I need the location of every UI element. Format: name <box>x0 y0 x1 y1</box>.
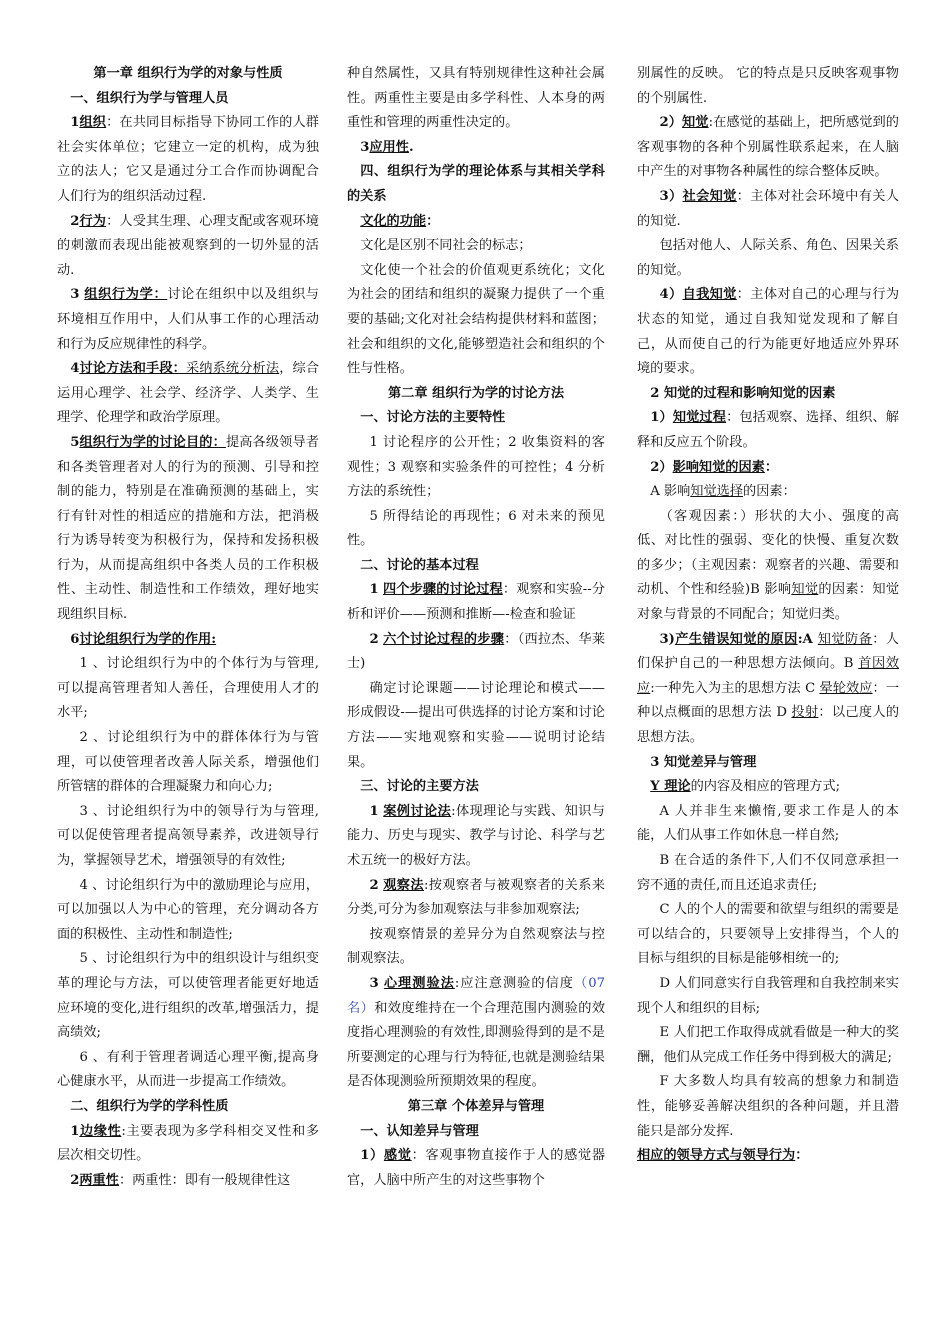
paragraph-ob <box>57 283 319 357</box>
term-marginal: 边缘性 <box>79 1123 122 1139</box>
paragraph-applicability <box>347 136 605 161</box>
list-item: 1 、讨论组织行为中的个体行为与管理,可以提高管理者知人善任，合理使用人才的水平; <box>57 656 319 721</box>
list-item: B 在合适的条件下,人们不仅同意承担一窍不通的责任,而且还追求责任; <box>637 853 899 893</box>
item-number: 1 <box>369 803 379 819</box>
text-span: 的内容及相应的管理方式; <box>690 779 841 795</box>
item-number: 6 <box>70 631 80 647</box>
definition-text: :在感觉的基础上，把所感觉到的客观事物的各种个别属性联系起来，在人脑中产生的对事物各种属性的综合整体反映。 <box>637 115 899 180</box>
paragraph-purpose <box>57 431 319 628</box>
definition-text: ：两重性：即有一般规律性这 <box>118 1172 291 1188</box>
term-methods: 讨论方法和手段： <box>79 361 186 377</box>
paragraph-duality <box>57 1169 319 1194</box>
column-1 <box>57 62 319 1332</box>
term-perceptual-defense: 知觉防备 <box>817 631 873 647</box>
text-span: ：一种以点概面的思想方法 D <box>637 680 899 721</box>
item-number: 1 <box>70 115 80 131</box>
list-item: 5 、讨论组织行为中的组织设计与组织变革的理论与方法，可以使管理者能更好地适应环境的变化,进行组织的改革,增强活力，提高绩效; <box>57 951 319 1041</box>
section-1-title: 一、组织行为学与管理人员 <box>70 90 229 106</box>
list-item: F 大多数人均具有较高的想象力和制造性，能够妥善解决组织的各种问题，并且潜能只是部分发挥. <box>637 1074 899 1139</box>
item-number: 2 <box>369 631 379 647</box>
section-4-title: 四、组织行为学的理论体系与其相关学科的关系 <box>347 164 605 204</box>
six-steps-detail: 确定讨论课题——讨论理论和模式——形成假设-—提出可供选择的讨论方案和讨论方法——实地观察和实验——说明讨论结果。 <box>347 680 605 770</box>
definition-text: ：主体对自己的心理与行为状态的知觉，通过自我知觉发现和了解自己，从而使自己的行为能更好地适应外界环境的要求。 <box>637 287 899 377</box>
term-systems-analysis: 采纳系统分析法 <box>186 361 280 377</box>
item-number: 3） <box>659 188 683 204</box>
term-duality: 两重性 <box>79 1172 119 1188</box>
paragraph-six-steps <box>347 628 605 677</box>
section-2-title: 二、组织行为学的学科性质 <box>70 1098 229 1114</box>
paragraph-errors <box>637 628 899 751</box>
term-six-steps: 六个讨论过程的步骤 <box>383 631 505 647</box>
list-item: 2 、讨论组织行为中的群体体行为与管理，可以使管理者改善人际关系，增强他们所管辖的群体的合理凝聚力和向心力; <box>57 730 319 795</box>
term-leadership: 相应的领导方式与领导行为 <box>637 1148 796 1164</box>
term-ob: 组织行为学： <box>84 287 168 303</box>
definition-text: ：包括观察、选择、组织、解释和反应五个阶段。 <box>637 410 899 450</box>
definition-text: :应注意测验的信度 <box>454 975 575 991</box>
item-number: 2 <box>70 1172 80 1188</box>
definition-text: :主要表现为多学科相交叉性和多层次相交切性。 <box>57 1123 319 1164</box>
list-item: D 人们同意实行自我管理和自我控制来实现个人和组织的目标; <box>637 975 899 1016</box>
definition-text: 讨论在组织中以及组织与环境相互作用中，人们从事工作的心理活动和行为反应规律性的科学。 <box>57 287 319 352</box>
item-number: 2） <box>659 115 682 131</box>
section-3-perception-title: 3 知觉差异与管理 <box>650 754 757 770</box>
term-sensation: 感觉 <box>383 1148 412 1164</box>
observation-more: 按观察情景的差异分为自然观察法与控制观察法。 <box>347 926 605 967</box>
list-item: C 人的个人的需要和欲望与组织的需要是可以结合的，只要领导上安排得当，个人的目标与组织的目标是能够相统一的; <box>637 902 899 967</box>
definition-text: :体现理论与实践、知识与能力、历史与现实、教学与讨论、科学与艺术五统一的极好方法。 <box>347 803 605 868</box>
list-item: 6 、有利于管理者调适心理平衡,提高身心健康水平，从而进一步提高工作绩效。 <box>57 1049 319 1090</box>
term-social-perception: 社会知觉 <box>682 188 737 204</box>
term-case-method: 案例讨论法 <box>383 803 452 819</box>
column-2 <box>347 62 605 1332</box>
text-span: ：以己度人的思想方法。 <box>637 705 899 746</box>
item-number: 1） <box>360 1148 384 1164</box>
text-span: :A <box>797 631 818 647</box>
ch2-section-3-title: 三、讨论的主要方法 <box>360 779 479 795</box>
term-purpose: 组织行为学的讨论目的： <box>79 434 226 450</box>
item-number: 3) <box>659 631 675 647</box>
item-number: 1 <box>369 582 379 598</box>
definition-text: 提高各级领导者和各类管理者对人的行为的预测、引导和控制的能力，特别是在准确预测的基础上，实行有针对性的相适应的措施和方法，把消极行为诱导转变为积极行为，保持和发扬积极行为，从而提高组织中各类人员的工作积极性、主动性、制造性和工作绩效，理好地实现组织目标. <box>57 434 319 623</box>
factors-detail <box>637 505 899 628</box>
chapter-1-title: 第一章 组织行为学的对象与性质 <box>93 66 283 81</box>
punctuation: ： <box>764 459 779 475</box>
item-number: 4） <box>659 287 683 303</box>
item-number: 5 <box>70 434 80 450</box>
paragraph-observation <box>347 874 605 923</box>
text-span: ：人们保护自己的一种思想方法倾向。B <box>637 631 899 672</box>
section-2-perception-title: 2 知觉的过程和影响知觉的因素 <box>650 385 836 401</box>
paragraph-four-steps <box>347 578 605 627</box>
term-primacy-effect: 首因效应 <box>637 656 899 696</box>
text-span: A 影响 <box>650 484 691 500</box>
culture-line-2: 文化使一个社会的价值观更系统化；文化为社会的团结和组织的凝聚力提供了一个重要的基础;文化对社会结构提供材料和蓝图；社会和组织的文化,能够塑造社会和组织的个性与性格。 <box>347 262 605 377</box>
term-four-steps: 四个步骤的讨论过程 <box>382 582 503 598</box>
ch2-section-1-title: 一、讨论方法的主要特性 <box>360 410 506 426</box>
chapter-2-title: 第二章 组织行为学的讨论方法 <box>387 385 565 401</box>
definition-text: ：人受其生理、心理支配或客观环境的刺激而表现出能被观察到的一切外显的活动. <box>57 213 319 278</box>
item-number: 3 <box>360 139 370 155</box>
definition-text: ：客观事物直接作于人的感觉器官，人脑中所产生的对这些事物个 <box>347 1148 605 1188</box>
ch2-section-2-title: 二、讨论的基本过程 <box>360 557 479 573</box>
list-item: E 人们把工作取得成就看做是一种大的奖酬，他们从完成工作任务中得到极大的满足; <box>637 1025 899 1065</box>
paragraph-self-perception <box>637 283 899 381</box>
paragraph-psych-test <box>347 972 605 1095</box>
text-span: 的因素： <box>743 484 796 500</box>
term-organization: 组织 <box>79 115 107 131</box>
list-item: 3 、讨论组织行为中的领导行为与管理,可以促使管理者提高领导素养，改进领导行为，掌握领导艺术，增强领导的有效性; <box>57 803 319 868</box>
paragraph-methods <box>57 357 319 431</box>
social-perception-more: 包括对他人、人际关系、角色、因果关系的知觉。 <box>637 238 899 278</box>
term-behavior: 行为 <box>79 213 107 229</box>
text-span: （客观因素：）形状的大小、强度的高低、对比性的强弱、变化的快慢、重复次数的多少；（主观因素：观察者的兴趣、需要和动机、个性和经验)B 影响 <box>637 508 899 598</box>
term-observation: 观察法 <box>383 877 424 893</box>
term-perception: 知觉 <box>682 115 709 131</box>
term-culture-function: 文化的功能 <box>360 213 427 229</box>
term-perception-b: 知觉 <box>791 582 819 598</box>
culture-line-1: 文化是区别不同社会的标志； <box>360 238 532 254</box>
text-span: :一种先入为主的思想方法 C <box>650 680 820 696</box>
definition-text: ，综合运用心理学、社会学、经济学、人类学、生理学、伦理学和政治学原理。 <box>57 361 319 426</box>
ch3-section-1-title: 一、认知差异与管理 <box>360 1123 479 1139</box>
text-span: 的因素：知觉对象与背景的不同配合；知觉归类。 <box>637 582 899 623</box>
column-3 <box>637 62 899 1332</box>
paragraph-behavior <box>57 210 319 284</box>
list-item: A 人并非生来懒惰,要求工作是人的本能，人们从事工作如休息一样自然; <box>637 803 899 844</box>
definition-text: ：在共同目标指导下协同工作的人群社会实体单位；它建立一定的机构，成为独立的法人；它又是通过分工合作而协调配合人们行为的组织活动过程. <box>57 115 319 204</box>
term-projection: 投射 <box>791 705 819 721</box>
term-halo-effect: 晕轮效应 <box>819 680 873 696</box>
punctuation: . <box>408 139 414 155</box>
culture-heading <box>347 210 605 235</box>
paragraph-perception <box>637 111 899 185</box>
item-number: 1 <box>70 1123 80 1139</box>
term-role: 讨论组织行为学的作用: <box>79 631 217 647</box>
paragraph-perception-process <box>637 406 899 455</box>
item-number: 4 <box>70 361 80 377</box>
list-item: 4 、讨论组织行为中的激励理论与应用，可以加强以人为中心的管理，充分调动各方面的积极性、主动性和制造性; <box>57 877 319 942</box>
term-theory-y: Y 理论 <box>650 779 691 795</box>
ch2-s1-body-2: 5 所得结论的再现性；6 对未来的预见性。 <box>347 508 605 549</box>
paragraph-social-perception <box>637 185 899 234</box>
chapter-3-title: 第三章 个体差异与管理 <box>407 1098 545 1114</box>
factors-a-heading <box>637 480 899 505</box>
paragraph-theory-y <box>637 775 899 800</box>
term-self-perception: 自我知觉 <box>682 287 737 303</box>
term-perception-selection: 知觉选择 <box>690 484 744 500</box>
paragraph-marginal <box>57 1120 319 1169</box>
definition-text: ：观察和实验--分析和评价——预测和推断—-检查和验证 <box>347 582 605 623</box>
item-number: 2 <box>369 877 379 893</box>
definition-text: 和效度维持在一个合理范围内测验的效度指心理测验的有效性,即测验得到的是不是所要测定的心理与行为特征,也就是测验结果是否体现测验所预期效果的程度。 <box>347 1000 605 1090</box>
ch2-s1-body-1: 1 讨论程序的公开性；2 收集资料的客观性；3 观察和实验条件的可控性；4 分析方法的系统性； <box>347 434 605 500</box>
continued-text: 种自然属性，又具有特别规律性这种社会属性。两重性主要是由多学科性、人本身的两重性和管理的两重性决定的。 <box>347 66 605 131</box>
term-errors: 产生错误知觉的原因 <box>674 631 798 647</box>
definition-text: ：（西拉杰、华莱士) <box>347 631 605 672</box>
term-applicability: 应用性 <box>369 139 409 155</box>
paragraph-leadership <box>637 1144 899 1169</box>
punctuation: ： <box>795 1148 809 1164</box>
exam-note: （07 名） <box>347 975 605 1016</box>
paragraph-sensation <box>347 1144 605 1193</box>
item-number: 3 <box>70 287 80 303</box>
term-perception-factors: 影响知觉的因素 <box>672 459 765 475</box>
item-number: 3 <box>369 975 379 991</box>
term-psych-test: 心理测验法 <box>383 975 455 991</box>
punctuation: ： <box>426 213 440 229</box>
paragraph-organization <box>57 111 319 209</box>
term-perception-process: 知觉过程 <box>672 410 727 426</box>
paragraph-case-method <box>347 800 605 874</box>
item-number: 1） <box>650 410 673 426</box>
continued-text: 别属性的反映。 它的特点是只反映客观事物的个别属性. <box>637 66 899 106</box>
definition-text: ：主体对社会环境中有关人的知觉. <box>637 188 899 229</box>
paragraph-perception-factors <box>637 456 899 481</box>
item-number: 2 <box>70 213 80 229</box>
item-number: 2） <box>650 459 673 475</box>
definition-text: :按观察者与被观察者的关系来分类,可分为参加观察法与非参加观察法; <box>347 877 605 918</box>
paragraph-role <box>57 628 319 653</box>
